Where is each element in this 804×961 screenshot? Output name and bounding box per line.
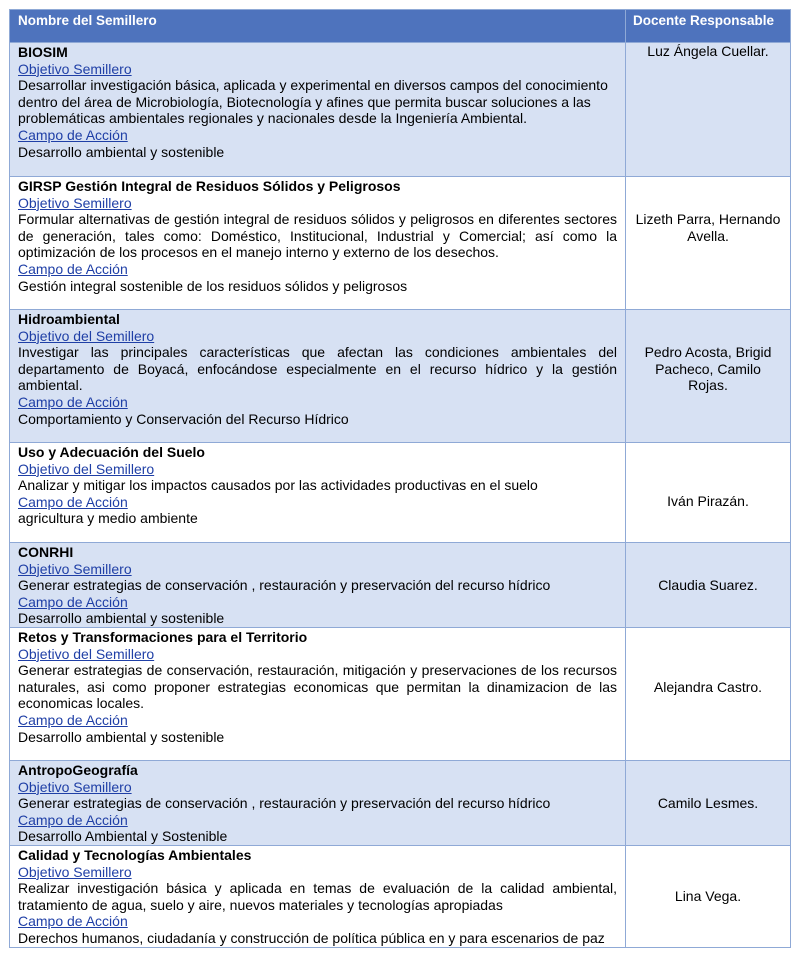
semillero-cell <box>10 845 626 947</box>
semillero-cell <box>10 43 626 177</box>
table-row <box>10 310 791 443</box>
semillero-cell <box>10 627 626 760</box>
docente-cell: Lizeth Parra, Hernando Avella. <box>626 177 791 310</box>
table-row <box>10 627 791 760</box>
objective-text: Generar estrategias de conservación , restauración y preservación del recurso hídrico <box>18 577 551 594</box>
objective-label: Objetivo Semillero <box>18 560 132 577</box>
field-label: Campo de Acción <box>18 393 128 410</box>
semillero-cell <box>10 543 626 628</box>
semillero-title: Calidad y Tecnologías Ambientales <box>18 846 252 863</box>
objective-label: Objetivo Semillero <box>18 863 132 880</box>
field-label: Campo de Acción <box>18 593 128 610</box>
field-label: Campo de Acción <box>18 913 128 930</box>
field-text: Comportamiento y Conservación del Recurso Hídrico <box>18 410 349 427</box>
table-header-row <box>10 10 791 43</box>
field-text: Desarrollo ambiental y sostenible <box>18 728 225 745</box>
table-row <box>10 760 791 845</box>
table-row <box>10 43 791 177</box>
docente-cell: Pedro Acosta, Brigid Pacheco, Camilo Rojas. <box>626 310 791 443</box>
semillero-cell <box>10 310 626 443</box>
objective-label: Objetivo Semillero <box>18 778 132 795</box>
objective-text: Realizar investigación básica y aplicada en temas de evaluación de la calidad ambiental, tratamiento de agua, suelo y aire, nuevos materiales y tecnologías apropiadas <box>18 880 617 913</box>
field-label: Campo de Acción <box>18 126 128 143</box>
table-row <box>10 543 791 628</box>
field-text: Derechos humanos, ciudadanía y construcción de política pública en y para escenarios de paz <box>18 929 605 946</box>
semilleros-table <box>9 9 791 948</box>
objective-text: Generar estrategias de conservación, restauración, mitigación y preservaciones de los recursos naturales, asi como proponer estrategias economicas que permitan la dinamizacion de las economicas locales. <box>18 662 617 712</box>
field-text: Gestión integral sostenible de los residuos sólidos y peligrosos <box>18 277 408 294</box>
semillero-title: Uso y Adecuación del Suelo <box>18 444 205 460</box>
semillero-title: BIOSIM <box>18 44 68 60</box>
semillero-cell <box>10 177 626 310</box>
docente-cell: Iván Pirazán. <box>626 443 791 543</box>
objective-label: Objetivo Semillero <box>18 194 132 211</box>
field-label: Campo de Acción <box>18 811 128 828</box>
field-text: Desarrollo Ambiental y Sostenible <box>18 828 228 845</box>
field-text: Desarrollo ambiental y sostenible <box>18 143 225 160</box>
header-nombre-semillero: Nombre del Semillero <box>10 10 626 43</box>
objective-text: Investigar las principales características que afectan las condiciones ambientales del departamento de Boyacá, enfocándose especialmente en el recurso hídrico y la gestión ambiental. <box>18 344 617 394</box>
objective-text: Generar estrategias de conservación , restauración y preservación del recurso hídrico <box>18 795 551 812</box>
objective-text: Analizar y mitigar los impactos causados por las actividades productivas en el suelo <box>18 477 538 494</box>
field-label: Campo de Acción <box>18 493 128 510</box>
table-row <box>10 177 791 310</box>
field-label: Campo de Acción <box>18 711 128 728</box>
field-label: Campo de Acción <box>18 260 128 277</box>
docente-cell: Lina Vega. <box>626 845 791 947</box>
objective-label: Objetivo del Semillero <box>18 645 155 662</box>
semillero-title: CONRHI <box>18 544 74 560</box>
semillero-title: GIRSP Gestión Integral de Residuos Sólidos y Peligrosos <box>18 178 401 194</box>
docente-cell: Camilo Lesmes. <box>626 760 791 845</box>
table-row <box>10 443 791 543</box>
field-text: Desarrollo ambiental y sostenible <box>18 610 225 627</box>
objective-label: Objetivo Semillero <box>18 60 132 77</box>
docente-cell: Claudia Suarez. <box>626 543 791 628</box>
objective-label: Objetivo del Semillero <box>18 327 155 344</box>
field-text: agricultura y medio ambiente <box>18 510 198 527</box>
objective-label: Objetivo del Semillero <box>18 460 155 477</box>
table-row <box>10 845 791 947</box>
semillero-title: Hidroambiental <box>18 311 120 327</box>
header-docente-responsable: Docente Responsable <box>626 10 791 43</box>
semillero-cell <box>10 760 626 845</box>
semillero-title: Retos y Transformaciones para el Territorio <box>18 628 308 645</box>
docente-cell: Alejandra Castro. <box>626 627 791 760</box>
semillero-title: AntropoGeografía <box>18 761 138 778</box>
docente-cell: Luz Ángela Cuellar. <box>626 43 791 177</box>
semillero-cell <box>10 443 626 543</box>
objective-text: Desarrollar investigación básica, aplicada y experimental en diversos campos del conocimiento dentro del área de Microbiología, Biotecnología y afines que permita buscar soluciones a las problemáticas ambientales regionales y nacionales desde la Ingeniería Ambiental. <box>18 77 608 127</box>
objective-text: Formular alternativas de gestión integral de residuos sólidos y peligrosos en diferentes sectores de generación, tales como: Doméstico, Institucional, Industrial y Comercial; así como la optimización de los procesos en el manejo interno y externo de los desechos. <box>18 211 617 261</box>
